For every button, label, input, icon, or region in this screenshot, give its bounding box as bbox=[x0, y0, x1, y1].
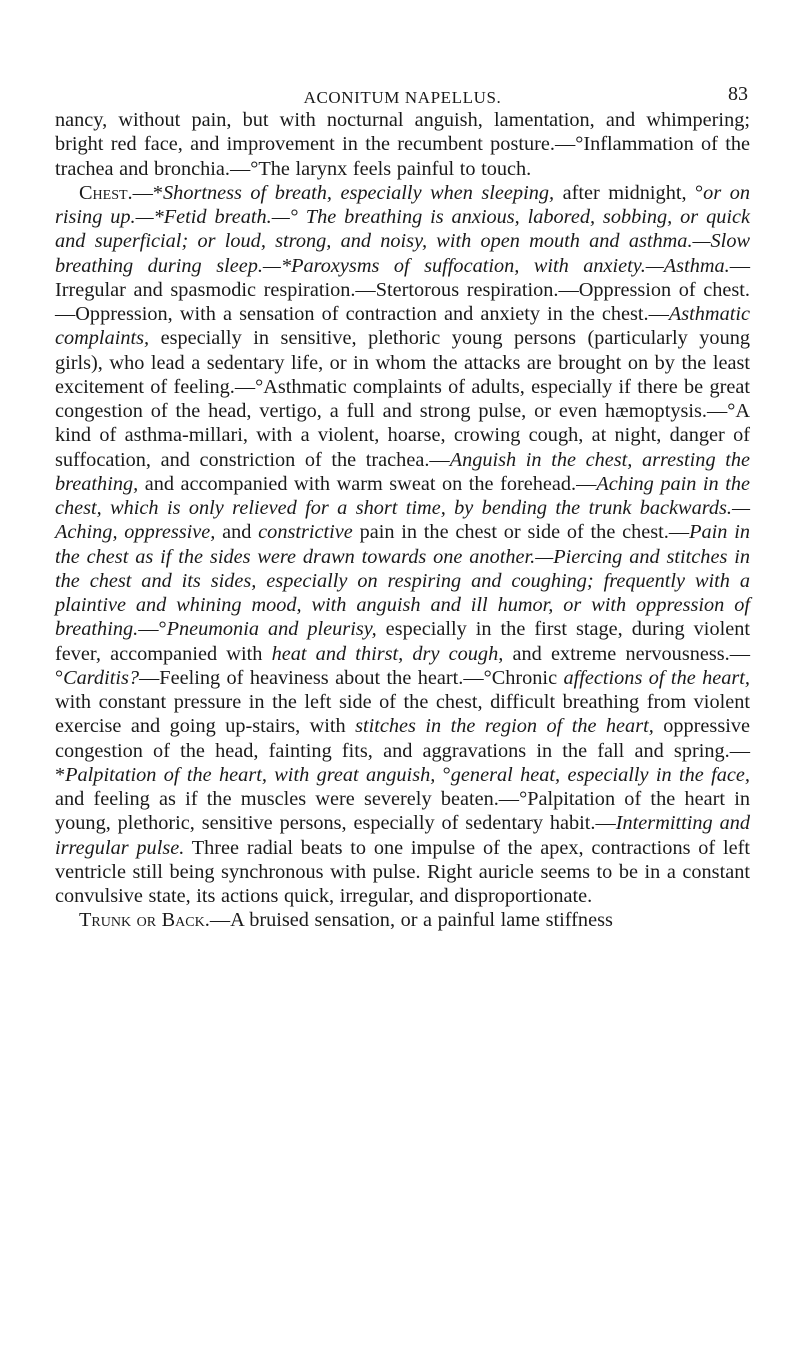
text-run: —A bruised sensation, or a painful lame stiffness bbox=[209, 909, 613, 932]
text-run: after midnight, ° bbox=[554, 181, 704, 204]
italic-run: Asthmatic complaints, bbox=[55, 303, 750, 350]
book-page bbox=[55, 0, 750, 933]
text-run: ° bbox=[435, 763, 451, 786]
text-run: Three radial beats to one impulse of the apex, contractions of left ventricle still being synchronous with pulse. Right auricle seems to be in a constant convulsive state, its actions quick, irregular, and disproportionate. bbox=[55, 836, 750, 907]
text-run: nancy, without pain, but with nocturnal anguish, lamentation, and whimpering; bright red face, and improvement in the recumbent posture.—°Inflammation of the trachea and bronchia.—°The larynx feels painful to touch. bbox=[55, 109, 750, 180]
italic-run: Carditis? bbox=[63, 666, 140, 689]
paragraph-continuation bbox=[55, 108, 750, 181]
text-run: and feeling as if the muscles were severely beaten.—°Palpitation of the heart in young, plethoric, sensitive persons, especially of sedentary habit.— bbox=[55, 788, 750, 835]
italic-run: Aching pain in the chest, which is only relieved for a short time, by bending the trunk backwards.—Aching, oppressive, bbox=[55, 472, 750, 544]
italic-run: Pain in the chest as if the sides were drawn towards one another.—Piercing and stitches in the chest and its sides, especially on respiring and coughing; frequently with a plaintive and whining mood, with anguish and ill humor, or with oppression of breathing. bbox=[55, 521, 750, 641]
text-run: oppressive congestion of the head, fainting fits, and aggravations in the fall and spring.—* bbox=[55, 715, 750, 786]
text-run: with constant pressure in the left side of the chest, difficult breathing from violent exercise and going up-stairs, with bbox=[55, 691, 750, 738]
italic-run: heat and thirst, dry cough, bbox=[271, 642, 504, 665]
italic-run: constrictive bbox=[258, 521, 353, 544]
text-run: —* bbox=[132, 181, 164, 204]
text-run: —Feeling of heaviness about the heart.—°Chronic bbox=[139, 666, 564, 689]
page-number: 83 bbox=[728, 83, 748, 105]
running-title: ACONITUM NAPELLUS. bbox=[303, 88, 502, 107]
italic-run: general heat, especially in the face, bbox=[450, 763, 751, 786]
text-run: —° bbox=[138, 618, 167, 641]
text-run: especially in the first stage, during violent fever, accompanied with bbox=[55, 618, 750, 665]
text-run: pain in the chest or side of the chest.— bbox=[352, 521, 690, 544]
text-run: and accompanied with warm sweat on the forehead.— bbox=[138, 472, 597, 495]
italic-run: stitches in the region of the heart, bbox=[355, 715, 654, 738]
italic-run: Anguish in the chest, arresting the breathing, bbox=[55, 448, 750, 495]
italic-run: Pneumonia and pleurisy, bbox=[166, 618, 377, 641]
italic-run: or on rising up.—*Fetid breath.—° The breathing is anxious, labored, sobbing, or quick and superficial; or loud, strong, and noisy, with open mouth and asthma.—Slow breathing during sleep.—*Paroxysms of suffocation, with anxiety.—Asthma. bbox=[55, 181, 750, 277]
italic-run: Intermitting and irregular pulse. bbox=[55, 812, 750, 859]
section-heading: Trunk or Back. bbox=[79, 909, 210, 932]
section-heading: Chest. bbox=[79, 181, 133, 204]
italic-run: Palpitation of the heart, with great anguish, bbox=[65, 763, 436, 786]
paragraph-chest bbox=[55, 181, 750, 909]
body-text bbox=[55, 108, 750, 933]
text-run: and extreme nervousness.—° bbox=[55, 642, 750, 689]
page-header bbox=[55, 0, 750, 108]
text-run: and bbox=[215, 521, 259, 544]
italic-run: affections of the heart, bbox=[563, 666, 750, 689]
paragraph-trunk-or-back bbox=[55, 908, 750, 932]
text-run: especially in sensitive, plethoric young persons (particularly young girls), who lead a sedentary life, or in whom the attacks are brought on by the least excitement of feeling.—°Asthmatic complaints of adults, especially if there be great congestion of the head, vertigo, a full and strong pulse, or even hæmoptysis.—°A kind of asthma-millari, with a violent, hoarse, crowing cough, at night, danger of suffocation, and constriction of the trachea.— bbox=[55, 327, 750, 471]
text-run: —Irregular and spasmodic respiration.—Stertorous respiration.—Oppression of chest.—Oppression, with a sensation of contraction and anxiety in the chest.— bbox=[55, 254, 750, 325]
italic-run: Shortness of breath, especially when sleeping, bbox=[163, 181, 555, 204]
